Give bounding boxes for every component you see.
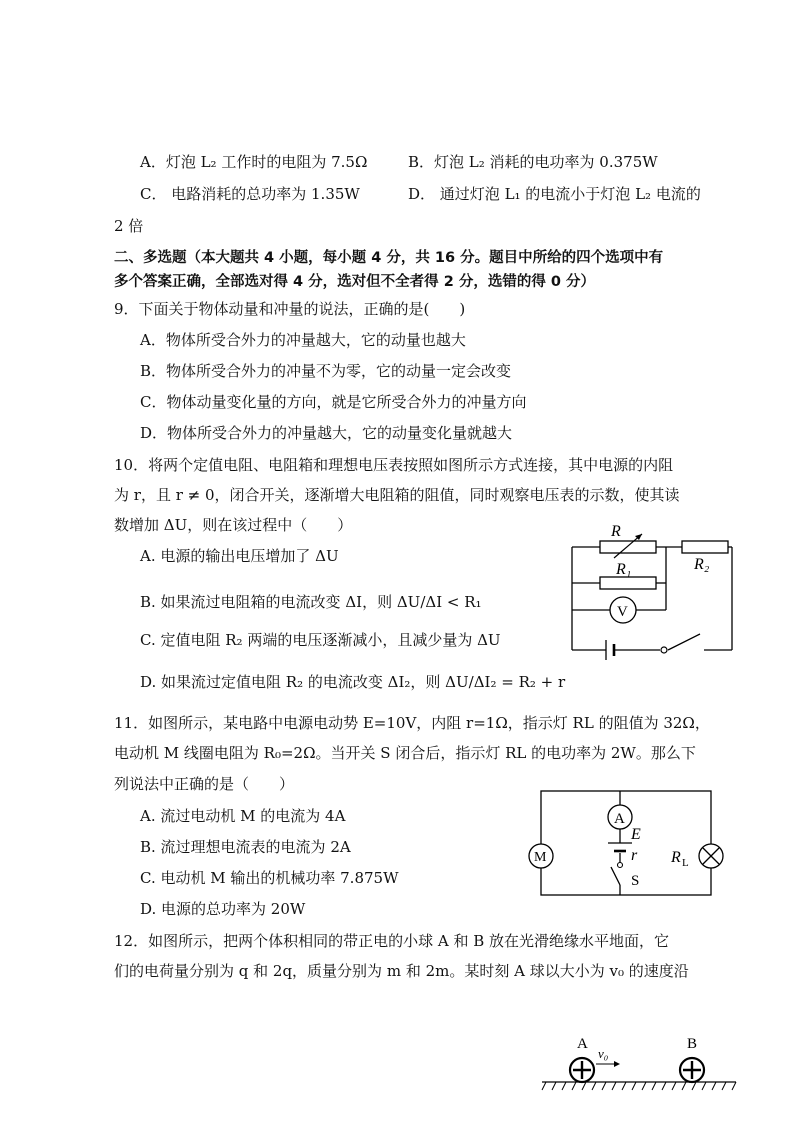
q10-option-c: C. 定值电阻 R₂ 两端的电压逐渐减小，且减少量为 ΔU: [140, 631, 501, 649]
label-m: M: [534, 850, 547, 865]
q11-stem-1: 11．如图所示，某电路中电源电动势 E=10V，内阻 r=1Ω，指示灯 RL 的阻值为 32Ω，: [114, 714, 710, 732]
resistor-box-r: [600, 541, 656, 553]
q10-option-a: A. 电源的输出电压增加了 ΔU: [140, 547, 339, 565]
q9-option-d: D．物体所受合外力的冲量越大，它的动量变化量就越大: [140, 424, 513, 442]
q12-stem-2: 们的电荷量分别为 q 和 2q，质量分别为 m 和 2m。某时刻 A 球以大小为 v₀ 的速度沿: [114, 962, 689, 980]
q9-option-c: C．物体动量变化量的方向，就是它所受合外力的冲量方向: [140, 393, 527, 411]
label-e: E: [631, 826, 641, 843]
label-ammeter: A: [614, 811, 625, 827]
q11-option-b: B. 流过理想电流表的电流为 2A: [140, 838, 351, 856]
q9-stem: 9．下面关于物体动量和冲量的说法，正确的是( ): [114, 300, 466, 318]
q11-option-d: D. 电源的总功率为 20W: [140, 900, 306, 918]
q8-option-a: A．灯泡 L₂ 工作时的电阻为 7.5Ω: [140, 153, 368, 171]
switch-contact: [618, 863, 623, 868]
q8-option-d: D． 通过灯泡 L₁ 的电流小于灯泡 L₂ 电流的: [408, 185, 701, 203]
q11-stem-3: 列说法中正确的是（ ）: [114, 775, 295, 793]
q10-option-d: D. 如果流过定值电阻 R₂ 的电流改变 ΔI₂，则 ΔU/ΔI₂ = R₂ + r: [140, 673, 566, 691]
q8-option-d-cont: 2 倍: [114, 217, 144, 235]
label-v: V: [617, 604, 628, 620]
switch-contact: [661, 647, 667, 653]
label-rl-sub: L: [682, 857, 689, 869]
label-r1: R₁: [616, 561, 632, 578]
q11-option-a: A. 流过电动机 M 的电流为 4A: [140, 807, 346, 825]
ground-hatching: [542, 1082, 736, 1090]
label-v0: v₀: [598, 1046, 609, 1061]
q10-circuit-diagram: [560, 520, 745, 665]
label-r: R: [611, 523, 621, 540]
label-s: S: [631, 873, 640, 889]
q11-option-c: C. 电动机 M 输出的机械功率 7.875W: [140, 869, 399, 887]
resistor-r1: [600, 577, 656, 589]
q10-stem-1: 10．将两个定值电阻、电阻箱和理想电压表按照如图所示方式连接，其中电源的内阻: [114, 456, 674, 474]
section-heading: 二、多选题（本大题共 4 小题，每小题 4 分，共 16 分。题目中所给的四个选项中有: [114, 250, 664, 266]
resistor-r2: [682, 541, 728, 553]
q10-stem-3: 数增加 ΔU，则在该过程中（ ）: [114, 516, 353, 534]
label-rl: R: [671, 849, 681, 866]
section-heading-cont: 多个答案正确，全部选对得 4 分，选对但不全者得 2 分，选错的得 0 分）: [114, 274, 596, 290]
q12-stem-1: 12．如图所示，把两个体积相同的带正电的小球 A 和 B 放在光滑绝缘水平地面，它: [114, 932, 670, 950]
q11-stem-2: 电动机 M 线圈电阻为 R₀=2Ω。当开关 S 闭合后，指示灯 RL 的电功率为 2W。那么下: [114, 744, 696, 762]
q10-option-b: B. 如果流过电阻箱的电流改变 ΔI，则 ΔU/ΔI < R₁: [140, 593, 482, 611]
q8-option-c: C． 电路消耗的总功率为 1.35W: [140, 185, 360, 203]
label-r2: R₂: [694, 556, 710, 573]
label-a: A: [577, 1036, 588, 1052]
q11-circuit-diagram: [525, 785, 730, 905]
label-r: r: [631, 847, 638, 864]
q8-option-b: B．灯泡 L₂ 消耗的电功率为 0.375W: [408, 153, 658, 171]
q9-option-b: B．物体所受合外力的冲量不为零，它的动量一定会改变: [140, 362, 512, 380]
q9-option-a: A．物体所受合外力的冲量越大，它的动量也越大: [140, 331, 466, 349]
q12-balls-diagram: [540, 1030, 740, 1100]
label-b: B: [687, 1036, 698, 1052]
q10-stem-2: 为 r，且 r ≠ 0，闭合开关，逐渐增大电阻箱的阻值，同时观察电压表的示数，使其读: [114, 486, 680, 504]
